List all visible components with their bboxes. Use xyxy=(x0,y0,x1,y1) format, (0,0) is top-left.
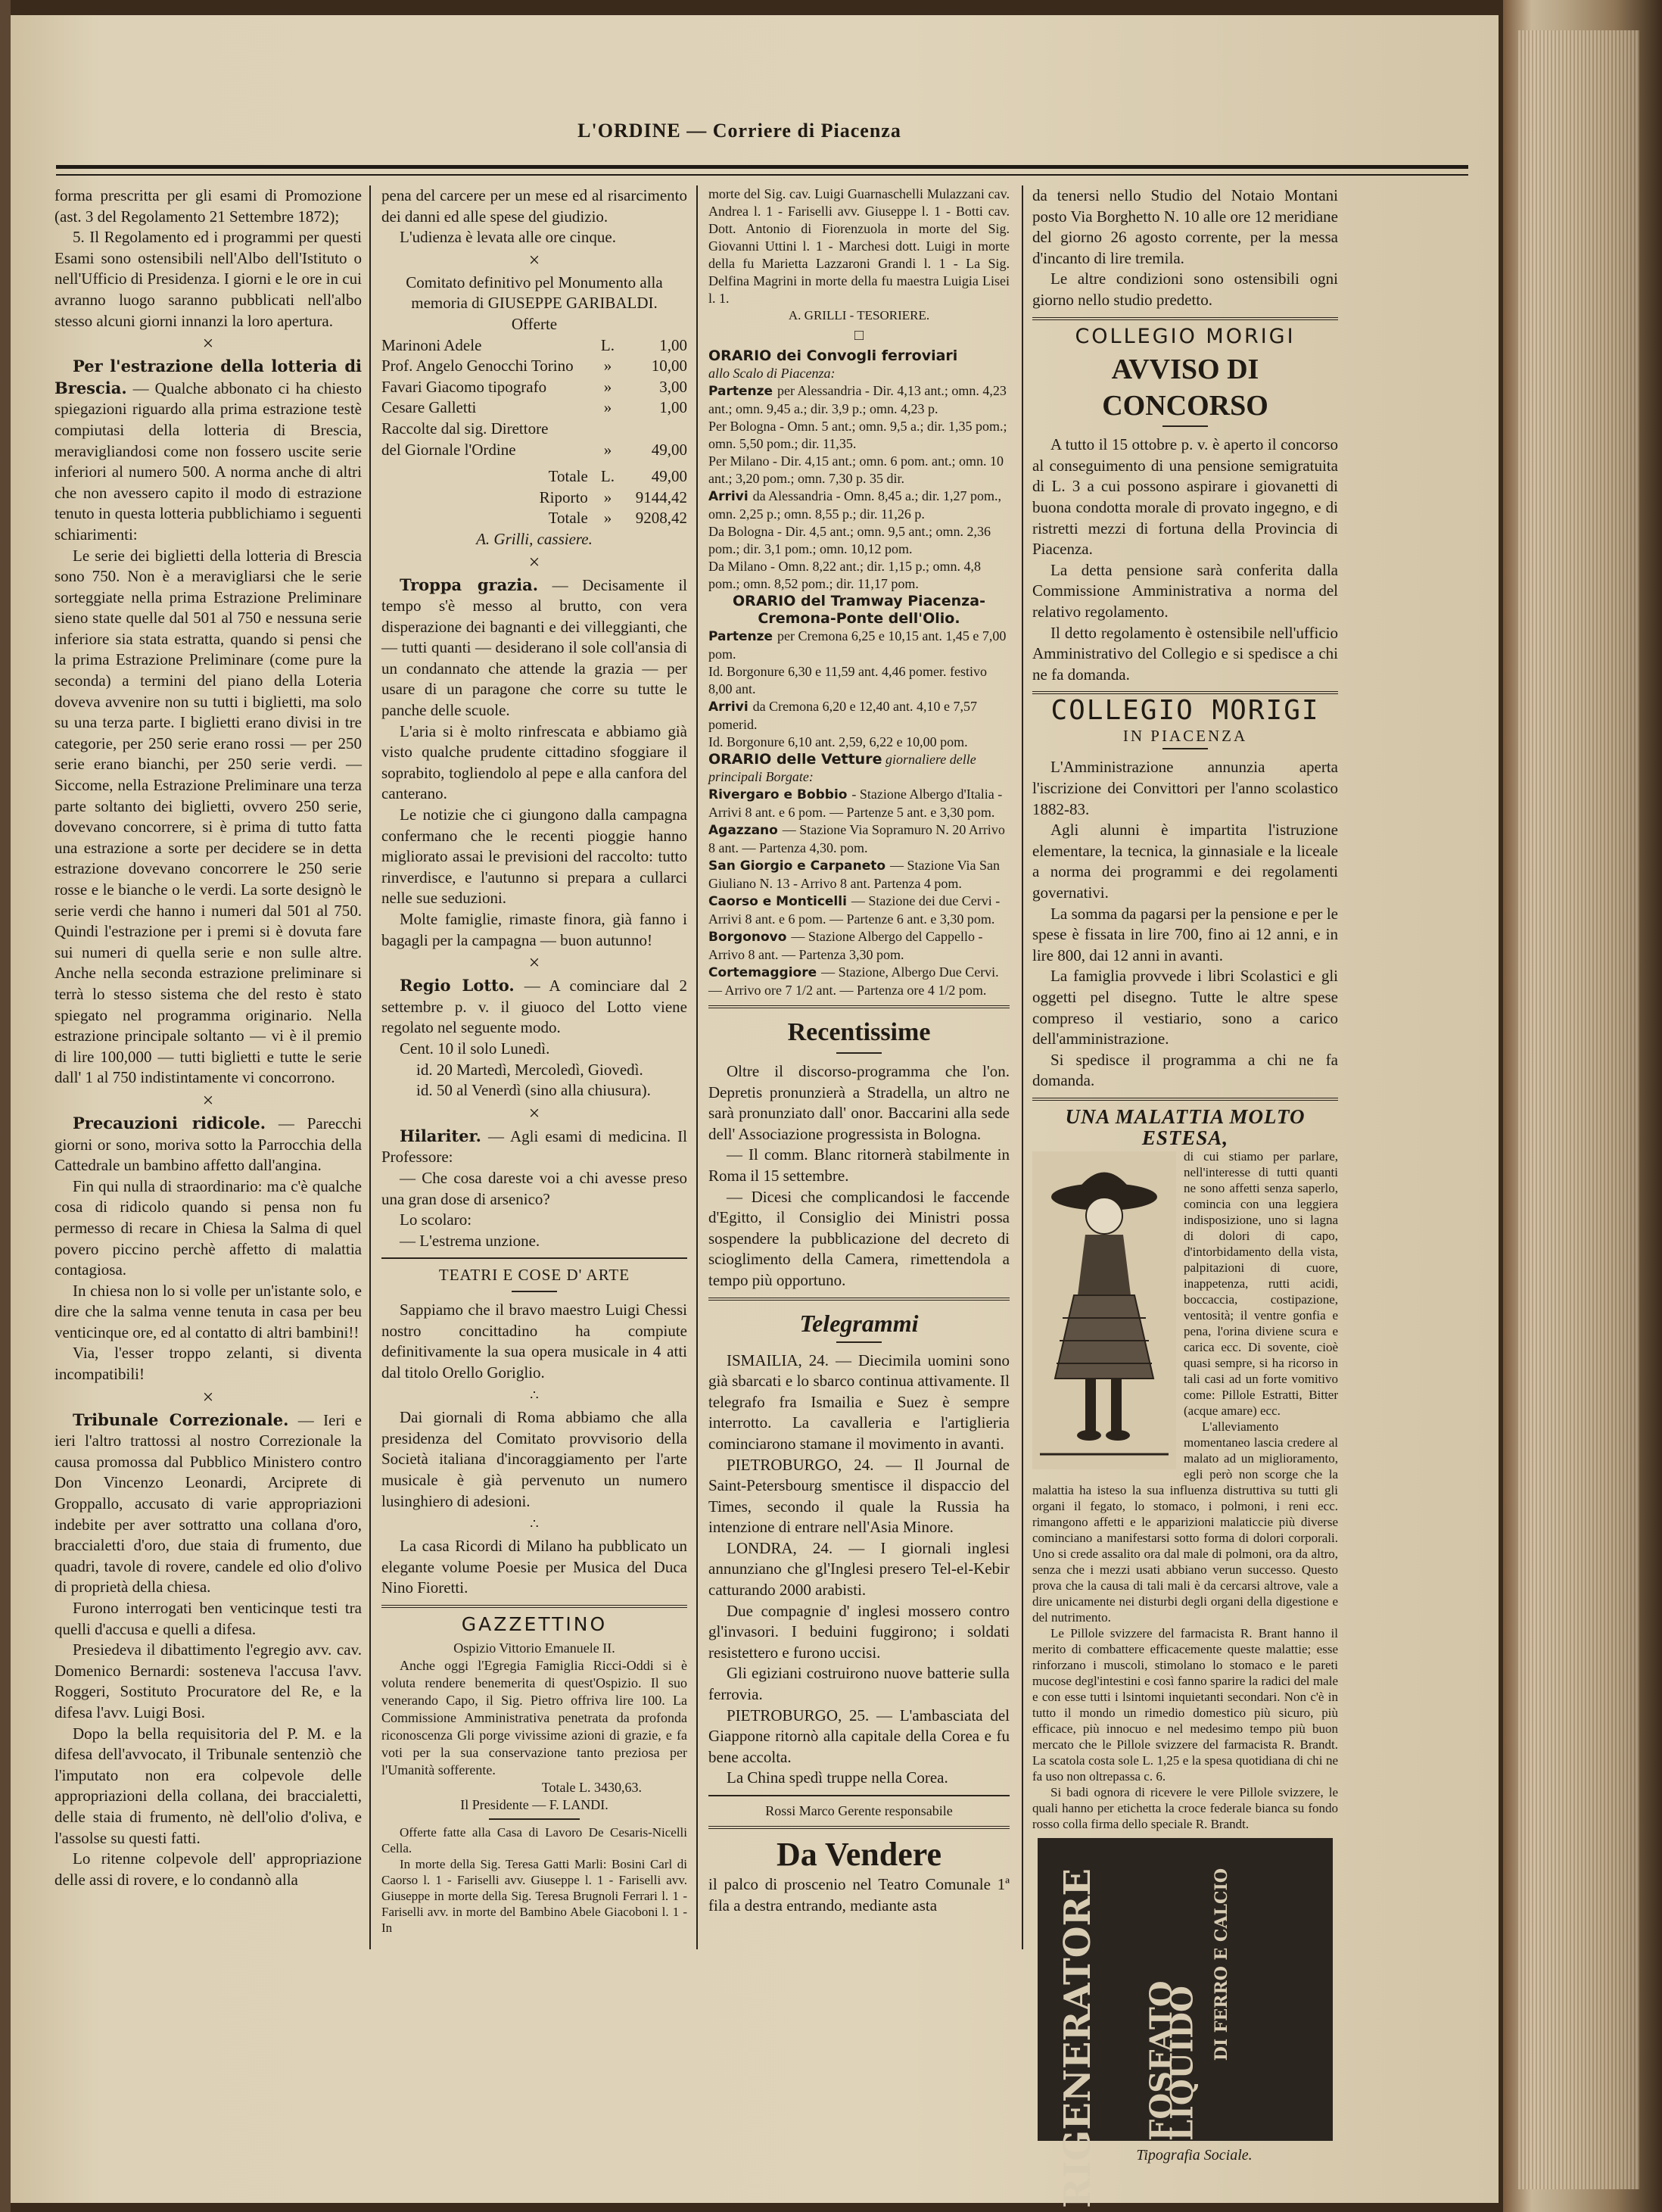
table-cell: Favari Giacomo tipografo xyxy=(381,377,547,396)
column-3 xyxy=(708,185,1010,1957)
offerta-row xyxy=(381,466,687,488)
paragraph: La famiglia provvede i libri Scolastici e gli oggetti pel disegno. Tutte le altre spese compreso il vestiario, sono a carico dell'amministrazione. xyxy=(1032,967,1338,1048)
paragraph: L'Amministrazione annunzia aperta l'iscrizione dei Convittori per l'anno scolastico 1882-83. xyxy=(1032,758,1338,818)
section-rule xyxy=(1032,691,1338,694)
orario-line xyxy=(708,382,1010,418)
orario-vetture xyxy=(708,786,1010,999)
table-cell: Marinoni Adele xyxy=(381,335,482,354)
table-cell: Cesare Galletti xyxy=(381,398,477,417)
tesoriere: A. GRILLI - TESORIERE. xyxy=(788,308,930,322)
orario-line xyxy=(708,786,1010,821)
article-heading: Hilariter. xyxy=(400,1126,481,1145)
paragraph: PIETROBURGO, 24. — Il Journal de Saint-Petersbourg smentisce il dispaccio del Times, secondo il quale la Russia ha intenzione di entrare nell'Asia Minore. xyxy=(708,1455,1010,1537)
orario-line xyxy=(708,857,1010,893)
rig-title: RIGENERATORE xyxy=(1057,1868,1099,2209)
recentissime-title: Recentissime xyxy=(787,1018,931,1046)
short-rule xyxy=(836,1341,882,1343)
table-cell: 49,00 xyxy=(651,467,687,486)
paragraph: Agli alunni è impartita l'istruzione elementare, la tecnica, la ginnasiale e la liceale a norma dei programmi e dei regolamenti governativi. xyxy=(1032,821,1338,902)
collegio-morigi-title-2: COLLEGIO MORIGI xyxy=(1050,695,1320,727)
lotto-line: Cent. 10 il solo Lunedì. xyxy=(400,1039,550,1058)
orario-text: da Alessandria - Omn. 8,45 a.; dir. 1,27 pom., omn. 2,25 p.; omn. 8,55 p.; dir. 11,26 p. xyxy=(708,488,1002,522)
paragraph: In morte della Sig. Teresa Gatti Marli: Bosini Carl di Caorso l. 1 - Fariselli avv. Giuseppe l. 1 - Fariselli avv. Giuseppe in morte della Sig. Teresa Brugnoli Ferrari l. 1 - Fariselli avv. in morte del Bambino Abele Giacoboni l. 1 - In xyxy=(381,1856,687,1935)
table-cell: » xyxy=(603,398,612,417)
paragraph: Presiedeva il dibattimento l'egregio avv. cav. Domenico Bernardi: sosteneva l'accusa l'avv. Roggeri, Sostituto Procuratore del Re, e la difesa l'avv. Luigi Bosi. xyxy=(54,1640,362,1721)
paragraph: Le Pillole svizzere del farmacista R. Brant hanno il merito di combattere efficacemente queste malattie; esse rinforzano i muscoli, stimolano lo stomaco e le pareti mucose degl'intestini e così fanno sparire la radici del male e con esse tutti i lsintomi inquietanti secondari. Non c'è in tutto il mondo un rimedio domestico più sicuro, più efficace, più innocuo e nel medesimo tempo più buon mercato che le Pillole svizzere del farmacista R. Brandt. La scatola costa sole L. 1,25 e la spesa quotidiana di chi ne fa uso non oltrepassa c. 6. xyxy=(1032,1626,1338,1784)
avviso-concorso-title: AVVISO DI CONCORSO xyxy=(1102,354,1268,422)
orario-text: Id. Borgonure 6,30 e 11,59 ant. 4,46 pomer. festivo 8,00 ant. xyxy=(708,664,987,696)
separator: ∴ xyxy=(530,1516,539,1532)
lotto-line: id. 50 al Venerdì (sino alla chiusura). xyxy=(416,1081,651,1100)
section-rule xyxy=(1032,1098,1338,1101)
orario-line xyxy=(708,928,1010,964)
girl-illustration xyxy=(1032,1151,1176,1469)
totals-table xyxy=(381,466,687,529)
masthead-rule xyxy=(56,165,1468,169)
paragraph: La China spedì truppe nella Corea. xyxy=(727,1768,948,1787)
paragraph: Fin qui nulla di straordinario: ma c'è qualche cosa di ridicolo quando si pensa non fu permesso di recare in Chiesa la Salma di quel povero piccino perchè affetto di malattia contagiosa. xyxy=(54,1176,362,1279)
table-cell: 49,00 xyxy=(651,440,687,459)
article-heading: Troppa grazia. xyxy=(400,575,539,594)
paragraph: forma prescritta per gli esami di Promozione (ast. 3 del Regolamento 21 Settembre 1872); xyxy=(54,186,362,226)
separator: ∴ xyxy=(530,1388,539,1404)
orario-text: per Alessandria - Dir. 4,13 ant.; omn. 4,23 ant.; omn. 9,45 a.; dir. 3,9 p.; omn. 4,23 p. xyxy=(708,383,1007,416)
gerente: Rossi Marco Gerente responsabile xyxy=(765,1803,953,1818)
masthead-rule xyxy=(56,174,1468,176)
tipografia-caption: Tipografia Sociale. xyxy=(1136,2147,1253,2164)
paragraph: il palco di proscenio nel Teatro Comunale 1ª fila a destra entrando, mediante asta xyxy=(708,1875,1010,1914)
paragraph: Le serie dei biglietti della lotteria di Brescia sono 750. Non è a meravigliarsi che le serie sorteggiate nella prima Estrazione Preliminare sieno state quelle dal 501 al 750 e nessuna serie inferiore sia stata estratta, quando si pensi che la prima Estrazione Preliminare (come pure la seconda) a termini del piano della Loteria doveva avvenire non su tutti i biglietti, ma solo su una terza parte. I biglietti erano divisi in tre categorie, per 250 serie erano rossi — per 250 serie erano bianchi, per 250 serie verdi. — Siccome, nella Estrazione Preliminare una terza parte soltanto dei biglietti, ovvero 250 serie, dovevano concorrere, si è prima di tutto fatta una estrazione a sorte per decidere se in detta estrazione dovevano concorrere le 250 serie rosse e le bianche o le verdi. La sorte designò le serie verdi che hanno i numeri dal 501 al 750. Quindi l'estrazione per i premi si è dovuta fare sui numeri di quella serie e non sulle altre. Anche nella seconda estrazione preliminare si terrà lo stesso sistema che del resto è stato spiegato nel programma originario. Nella estrazione principale soltanto — vi è il premio di lire 100,000 — tutti biglietti e tutte le serie dall' 1 al 750 indistintamente vi concorrono. xyxy=(54,546,362,1087)
paragraph: In chiesa non lo si volle per un'istante solo, e dire che la salma venne tenuta in casa per beu venticinque ore, ed al contatto di altri bambini!! xyxy=(54,1281,362,1341)
orario-line xyxy=(708,893,1010,928)
short-rule xyxy=(489,1818,580,1820)
short-rule xyxy=(1162,425,1208,427)
offerta-row xyxy=(381,508,687,529)
column-2 xyxy=(381,185,687,1957)
paragraph: La somma da pagarsi per la pensione e per le spese è fissata in lire 700, fino ai 12 anni, e in lire 800, dai 12 anni in avanti. xyxy=(1032,904,1338,964)
orario-line xyxy=(708,558,1010,593)
table-cell: » xyxy=(603,357,612,375)
separator: × xyxy=(528,952,540,974)
separator: × xyxy=(202,332,214,355)
separator: × xyxy=(528,248,540,271)
orario-text: Per Bologna - Omn. 5 ant.; omn. 9,5 a.; dir. 1,35 pom.; omn. 5,50 pom.; dir. 11,35. xyxy=(708,419,1007,451)
table-cell: Riporto xyxy=(539,488,588,506)
table-cell: » xyxy=(603,488,612,506)
column-4 xyxy=(1032,185,1338,2209)
table-cell: L. xyxy=(600,467,615,486)
offerta-row xyxy=(381,397,687,419)
orario-line xyxy=(708,821,1010,857)
offerta-row xyxy=(381,488,687,509)
rig-subtitle-2: DI FERRO E CALCIO xyxy=(1212,1868,1231,2061)
paragraph: — Che cosa dareste voi a chi avesse preso una gran dose di arsenico? xyxy=(381,1168,687,1208)
table-cell: » xyxy=(603,509,612,528)
offerte-table xyxy=(381,335,687,461)
newspaper-page xyxy=(11,15,1499,2209)
article-heading: Regio Lotto. xyxy=(400,976,515,995)
table-cell: 9144,42 xyxy=(635,488,687,506)
section-rule xyxy=(708,1005,1010,1008)
paragraph: Via, l'esser troppo zelanti, si diventa incompatibili! xyxy=(54,1344,362,1384)
orario-text: Da Milano - Omn. 8,22 ant.; dir. 1,15 p.; omn. 4,8 pom.; omn. 8,52 pom.; dir. 11,17 pom. xyxy=(708,559,981,591)
gazz-president: Il Presidente — F. LANDI. xyxy=(460,1796,608,1812)
short-rule xyxy=(836,1052,882,1054)
orario-line xyxy=(708,663,1010,698)
orario-line xyxy=(708,628,1010,663)
orario-line xyxy=(708,453,1010,488)
paragraph: Le notizie che ci giungono dalla campagna confermano che le recenti pioggie hanno migliorato assai le previsioni del raccolto: tutto rinverdisce, e l'autunno si prepara a cullarci nelle sue seduzioni. xyxy=(381,805,687,908)
paragraph: pena del carcere per un mese ed al risarcimento dei danni ed alle spese del giudizio. xyxy=(381,186,687,226)
orario-line xyxy=(708,698,1010,734)
article-tribunale: Tribunale Correzionale. — Ieri e ieri l'altro trattossi al nostro Correzionale la causa promossa dal Pubblico Ministero contro Don Vincenzo Leonardi, Arciprete di Groppallo, accusato di varie appropriazioni indebite per aver sottratto una collana d'oro, braccialetti d'oro, due staia di frumento, due quadri, tavole di rovere, candele ed olio d'olivo di proprietà della chiesa. xyxy=(54,1410,363,1597)
paragraph: — Il comm. Blanc ritornerà stabilmente in Roma il 15 settembre. xyxy=(708,1145,1010,1185)
da-vendere-title: Da Vendere xyxy=(777,1836,941,1873)
table-cell: » xyxy=(603,440,612,459)
paragraph: Lo ritenne colpevole dell' appropriazione delle assi di rovere, e lo condannò alla xyxy=(54,1849,362,1889)
separator: × xyxy=(202,1089,214,1111)
collegio-morigi-title: COLLEGIO MORIGI xyxy=(1075,324,1296,348)
paragraph: — L'estrema unzione. xyxy=(400,1231,540,1250)
paragraph: L'udienza è levata alle ore cinque. xyxy=(400,228,616,247)
short-rule xyxy=(512,1291,557,1292)
orario-label: Rivergaro e Bobbio xyxy=(708,787,852,802)
girl-illustration-icon xyxy=(1032,1151,1176,1469)
table-cell: 10,00 xyxy=(651,357,687,375)
paragraph: Molte famiglie, rimaste finora, già fanno i bagagli per la campagna — buon autunno! xyxy=(381,910,687,949)
article-precauzioni: Precauzioni ridicole. — Parecchi giorni or sono, moriva sotto la Parrocchia della Cattedrale un bambino affetto dall'angina. xyxy=(54,1113,362,1175)
paragraph: A tutto il 15 ottobre p. v. è aperto il concorso al conseguimento di una pensione semigratuita di L. 3 a cui possono aspirare i giovanetti di buona condotta morale di provato ingegno, e di ristretti mezzi di fortuna della Provincia di Piacenza. xyxy=(1032,435,1338,559)
orario-line xyxy=(708,418,1010,453)
paragraph: ISMAILIA, 24. — Diecimila uomini sono già sbarcati e lo sbarco continua attivamente. Il telegrafo fra Ismailia e Suez è sempre interrotto. La cavalleria e l'artiglieria cominciarono stamane il movimento in avanti. xyxy=(708,1351,1010,1453)
table-cell: Prof. Angelo Genocchi Torino xyxy=(381,357,574,375)
paragraph: Dai giornali di Roma abbiamo che alla presidenza del Comitato provvisorio della Società italiana d'incoraggiamento per l'arte musicale è già pervenuto un numero lusinghiero di adesioni. xyxy=(381,1408,687,1510)
article-heading: Tribunale Correzionale. xyxy=(73,1410,289,1429)
table-cell: Raccolte dal sig. Direttore xyxy=(381,419,549,438)
orario-ferrovia xyxy=(708,382,1010,593)
teatri-title: TEATRI E COSE D' ARTE xyxy=(438,1266,630,1285)
telegrammi-title: Telegrammi xyxy=(799,1309,919,1337)
gazzettino-subtitle: Ospizio Vittorio Emanuele II. xyxy=(453,1640,615,1656)
orario-text: — Stazione dei due Cervi - Arrivi 8 ant. e 6 pom. — Partenze 6 ant. e 3,30 pom. xyxy=(708,893,1001,927)
orario-text: — Stazione Albergo del Cappello - Arrivo 8 ant. — Partenza 3,30 pom. xyxy=(708,929,983,962)
section-rule xyxy=(708,1795,1010,1796)
paragraph: Dopo la bella requisitoria del P. M. e la difesa dell'avvocato, il Tribunale sentenziò che l'imputato non era colpevole delle appropriazioni della collana, dei braccialetti, delle staia di frumento, nè dell'olio d'oliva, e l'assolse su questi fatti. xyxy=(54,1724,362,1847)
offerta-row xyxy=(381,356,687,377)
masthead: L'ORDINE — Corriere di Piacenza xyxy=(577,120,901,142)
orario-text: — Stazione Via San Giuliano N. 13 - Arrivo 8 ant. Partenza 4 pom. xyxy=(708,858,1001,891)
short-rule xyxy=(1162,748,1208,749)
orario-label: Cortemaggiore xyxy=(708,965,822,980)
article-heading: Per l'estrazione della lotteria di Brescia. xyxy=(54,357,362,397)
orario-line xyxy=(708,523,1010,558)
table-cell xyxy=(620,419,687,440)
paragraph: L'aria si è molto rinfrescata e abbiamo già visto qualche prudente cittadino sfoggiare il soprabito, togliendolo al pepe e alla canfora del canterano. xyxy=(381,721,687,803)
orario-text: Per Milano - Dir. 4,15 ant.; omn. 6 pom. ant.; omn. 10 ant.; 3,20 pom.; omn. 7,30 p. 35 dir. xyxy=(708,453,1004,486)
table-cell: 1,00 xyxy=(659,398,687,417)
article-troppa-grazia: Troppa grazia. — Decisamente il tempo s'è messo al brutto, con vera disperazione dei bagnanti e dei villeggianti, che — tutti quanti — desiderano il sole coll'ansia di un condannato che attende la grazia — per usare di un paragone che corre su tutte le panche delle scuole. xyxy=(381,575,687,720)
offerta-row xyxy=(381,440,687,461)
lotto-line: id. 20 Martedì, Mercoledì, Giovedì. xyxy=(416,1060,643,1079)
orario-text: — Stazione Via Sopramuro N. 20 Arrivo 8 ant. — Partenza 4,30. pom. xyxy=(708,822,1005,855)
comitato-title: Comitato definitivo pel Monumento alla memoria di GIUSEPPE GARIBALDI. xyxy=(406,273,663,313)
orario-ferrovia-heading: ORARIO dei Convogli ferroviari allo Scalo di Piacenza: xyxy=(708,347,958,381)
paragraph: da tenersi nello Studio del Notaio Montani posto Via Borghetto N. 10 alle ore 12 meridiane del giorno 26 agosto corrente, per la messa d'incanto di lire tremila. xyxy=(1032,186,1338,267)
gazz-total: Totale L. 3430,63. xyxy=(541,1779,642,1795)
separator: × xyxy=(202,1385,214,1408)
section-rule xyxy=(708,1826,1010,1829)
offerta-row xyxy=(381,335,687,357)
separator: □ xyxy=(854,327,864,344)
offerta-row xyxy=(381,377,687,398)
table-cell: L. xyxy=(600,335,615,354)
orario-text: - Stazione Albergo d'Italia - Arrivi 8 ant. e 6 pom. — Partenze 5 ant. e 3,30 pom. xyxy=(708,787,1003,820)
orario-text: — Stazione, Albergo Due Cervi. — Arrivo ore 7 1/2 ant. — Partenza ore 4 1/2 pom. xyxy=(708,964,999,998)
column-rule xyxy=(369,185,371,1949)
orario-tramway-heading: ORARIO del Tramway Piacenza-Cremona-Ponte dell'Olio. xyxy=(733,593,985,627)
article-lotteria: Per l'estrazione della lotteria di Brescia. — Qualche abbonato ci ha chiesto spiegazioni riguardo alla prima estrazione testè compiutasi della lotteria di Brescia, meravigliandosi come non fossero uscite serie inferiori al numero 500. A norma anche di altri che non avessero capito il modo di estrazione tenuto in questa lotteria pubblichiamo i seguenti schiarimenti: xyxy=(54,357,362,544)
orario-vetture-heading: ORARIO delle Vetture giornaliere delle principali Borgate: xyxy=(708,751,976,784)
article-hilariter: Hilariter. — Agli esami di medicina. Il Professore: xyxy=(381,1126,688,1167)
gazzettino-title: GAZZETTINO xyxy=(461,1613,608,1636)
paragraph: di cui stiamo per parlare, nell'interesse di tutti quanti ne sono affetti senza saperlo, comincia con una leggiera indisposizione, uno si lagna di dolori di capo, d'intorbidamento della vista, palpitazioni di cuore, inappetenza, rutti acidi, boccaccia, costipazione, ventosità; il ventre gonfia e pena, l'orina diviene scura e carica ecc. Di sovente, cioè quasi sempre, si ha ricorso in tali casi ad un forte vomitivo come: Pillole Estratti, Bitter (acque amare) ecc. xyxy=(1184,1149,1338,1419)
paragraph: 5. Il Regolamento ed i programmi per questi Esami sono ostensibili nell'Albo dell'Istituto o nell'Ufficio di Presidenza. I giorni e le ore in cui avranno luogo saranno pubblicati nell'albo stesso alcuni giorni innanzi la loro apertura. xyxy=(54,228,362,330)
table-cell: Totale xyxy=(548,467,588,486)
orario-label: Arrivi xyxy=(708,699,753,715)
paragraph: PIETROBURGO, 25. — L'ambasciata del Giappone ritornò alla capitale della Corea e fu bene accolta. xyxy=(708,1706,1010,1766)
orario-label: Caorso e Monticelli xyxy=(708,894,851,909)
paragraph: Si spedisce il programma a chi ne fa domanda. xyxy=(1032,1050,1338,1090)
table-cell: 1,00 xyxy=(659,335,687,354)
orario-line xyxy=(708,734,1010,751)
orario-text: Da Bologna - Dir. 4,5 ant.; omn. 9,5 ant.; omn. 2,36 pom.; dir. 3,1 pom.; omn. 10,12 pom. xyxy=(708,524,991,556)
orario-text: per Cremona 6,25 e 10,15 ant. 1,45 e 7,00 pom. xyxy=(708,628,1007,662)
table-cell: 3,00 xyxy=(659,377,687,396)
book-binding-left xyxy=(0,0,11,2212)
orario-label: Borgonovo xyxy=(708,930,792,945)
column-rule xyxy=(696,185,698,1949)
paragraph: Le altre condizioni sono ostensibili ogni giorno nello studio predetto. xyxy=(1032,269,1338,309)
separator: × xyxy=(528,1101,540,1124)
table-cell: Totale xyxy=(548,509,588,528)
table-cell: 9208,42 xyxy=(635,509,687,528)
rig-subtitle: FOSFATO LIQUIDO xyxy=(1144,1980,1200,2142)
paragraph: — Dicesi che complicandosi le faccende d'Egitto, il Consiglio dei Ministri possa sospendere la pubblicazione del decreto di scioglimento della Camera, rimettendola a tempo più opportuno. xyxy=(708,1187,1010,1289)
paragraph: La detta pensione sarà conferita dalla Commissione Amministrativa a norma del relativo regolamento. xyxy=(1032,560,1338,621)
paragraph: Si badi ognora di ricevere le vere Pillole svizzere, le quali hanno per etichetta la croce federale bianca su fondo rosso colla firma dello speciale R. Brandt. xyxy=(1032,1785,1338,1832)
orario-label: San Giorgio e Carpaneto xyxy=(708,858,890,874)
orario-tramway xyxy=(708,628,1010,751)
table-cell xyxy=(596,419,620,440)
collegio-subtitle: IN PIACENZA xyxy=(1122,726,1248,745)
paragraph: Furono interrogati ben venticinque testi tra quelli d'accusa e quelli a difesa. xyxy=(54,1599,362,1638)
orario-text: da Cremona 6,20 e 12,40 ant. 4,10 e 7,57 pomerid. xyxy=(708,699,978,732)
cassiere: A. Grilli, cassiere. xyxy=(476,529,593,548)
orario-label: Agazzano xyxy=(708,823,783,838)
table-cell: » xyxy=(603,377,612,396)
paragraph: Oltre il discorso-programma che l'on. Depretis pronunzierà a Stradella, un altro ne sarà pronunziato dall' onor. Baccarini alla sede dell' Associazione progressista in Bologna. xyxy=(708,1062,1010,1143)
paragraph: La casa Ricordi di Milano ha pubblicato un elegante volume Poesie per Musica del Duca Nino Fioretti. xyxy=(381,1537,687,1597)
offerta-row xyxy=(381,419,687,440)
article-heading: Precauzioni ridicole. xyxy=(73,1113,266,1132)
orario-label: Partenze xyxy=(708,384,777,399)
malattia-title: UNA MALATTIA MOLTO ESTESA, xyxy=(1065,1104,1306,1149)
orario-line xyxy=(708,964,1010,999)
paragraph: Sappiamo che il bravo maestro Luigi Chessi nostro concittadino ha compiute definitivamente la sua opera musicale in 4 atti dal titolo Orello Goriglio. xyxy=(381,1300,687,1382)
book-page-edges xyxy=(1503,0,1662,2212)
paragraph: Offerte fatte alla Casa di Lavoro De Cesaris-Nicelli Cella. xyxy=(381,1824,687,1855)
paragraph: Gli egiziani costruirono nuove batterie sulla ferrovia. xyxy=(708,1664,1010,1704)
column-rule xyxy=(1022,185,1023,1949)
orario-text: Id. Borgonure 6,10 ant. 2,59, 6,22 e 10,00 pom. xyxy=(708,734,968,749)
section-rule xyxy=(708,1298,1010,1301)
separator: × xyxy=(528,550,540,573)
section-rule xyxy=(381,1257,687,1259)
orario-label: Partenze xyxy=(708,629,777,644)
paragraph: Anche oggi l'Egregia Famiglia Ricci-Oddi si è voluta rendere benemerita di quest'Ospizio. Il suo venerando Capo, il Sig. Pietro offriva lire 100. La Commissione Amministrativa penetrata da profonda riconoscenza Gli porge vivissime azioni di grazie, e fa voti per la sua conservazione tanto preziosa per l'Umanità sofferente. xyxy=(381,1657,687,1777)
column-1 xyxy=(54,185,362,1957)
offerte-title: Offerte xyxy=(511,314,558,333)
article-regio-lotto: Regio Lotto. — A cominciare dal 2 settembre p. v. il giuoco del Lotto viene regolato nel seguente modo. xyxy=(381,976,687,1037)
paragraph: Il detto regolamento è ostensibile nell'ufficio Amministrativo del Collegio e si spedisce a chi ne fa domanda. xyxy=(1032,623,1338,684)
section-rule xyxy=(1032,317,1338,320)
paragraph: Lo scolaro: xyxy=(400,1210,472,1229)
paragraph: morte del Sig. cav. Luigi Guarnaschelli Mulazzani cav. Andrea l. 1 - Fariselli avv. Giuseppe l. 1 - Botti cav. Dott. Antonio di Fiorenzuola in morte del Sig. Giovanni Uttini l. 1 - Marchesi dott. Luigi in morte della fu Marietta Lazzaroni Grandi l. 1 - La Sig. Delfina Magrini in morte della fu maestra Luigia Lisei l. 1. xyxy=(708,186,1010,306)
table-cell: del Giornale l'Ordine xyxy=(381,440,516,459)
section-rule xyxy=(381,1605,687,1608)
paragraph: Due compagnie d' inglesi mossero contro gl'invasori. I beduini fuggirono; i soldati resistettero e furono uccisi. xyxy=(708,1601,1010,1662)
paragraph: LONDRA, 24. — I giornali inglesi annunziano che gl'Inglesi presero Tel-el-Kebir catturando 2000 arabisti. xyxy=(708,1538,1010,1600)
orario-line xyxy=(708,488,1010,523)
orario-label: Arrivi xyxy=(708,489,753,504)
paragraph: L'alleviamento momentaneo lascia credere al malato ad un miglioramento, egli però non scorge che la malattia ha isteso la sua influenza distruttiva su tutti gli organi il fegato, lo stomaco, i polmoni, i reni ecc. rimangono affetti e le apparizioni malaticcie più diverse cominciano a manifestarsi sotto forma di dolori corporali. Uno si crede assalito ora dal male di polmoni, ora da altro, senza che i mezzi usati abbiano verun successo. Questo prova che la causa di tali mali è da cercarsi altrove, vale a dire unicamente nei disturbi degli organi della digestione e del nutrimento. xyxy=(1032,1419,1338,1625)
